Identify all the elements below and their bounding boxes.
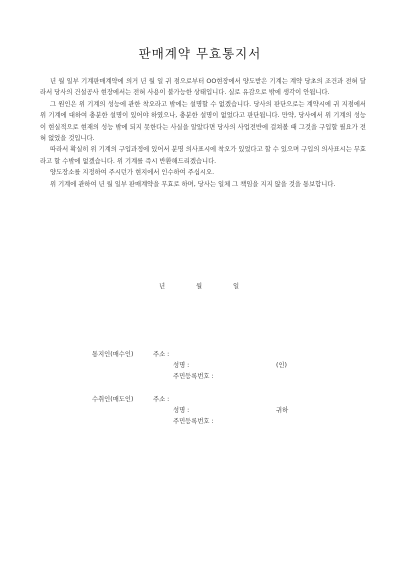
paragraph-1: 년 월 일부 기계판매계약에 의거 년 월 일 귀 점으로부터 OO현장에서 양도받은 기계는 계약 당초의 조건과 전혀 달라서 당사의 건설공사 현장에서는 전혀 사용이 불가능한 상태입니다. 실로 유감으로 밖에 생각이 안됩니다.: [40, 78, 366, 97]
date-day: 일: [233, 283, 240, 290]
paragraph-4: 양도장소를 지정하여 주시던가 현지에서 인수하여 주십시오.: [50, 169, 215, 177]
notifier-name-label: 성명 :: [173, 362, 190, 369]
recipient-name-label: 성명 :: [173, 407, 190, 414]
date-year: 년: [159, 283, 166, 290]
document-title: 판매계약 무효통지서: [138, 46, 262, 61]
document-body: [40, 76, 366, 190]
date-month: 월: [196, 283, 203, 290]
notifier-seal: (인): [276, 362, 287, 369]
paragraph-2: 그 원인은 위 기계의 성능에 관한 착오라고 밖에는 설명할 수 없겠습니다. 당사의 판단으로는 계약시에 귀 지점에서 위 기계에 대하여 충분한 설명이 있어야 하였으나, 충분한 설명이 없었다고 판단됩니다. 만약, 당사에서 위 기계의 성능이 현실적으로 현재의 성능 밖에 되지 못한다는 사실을 알았다면 당사의 사업전반에 걸쳐볼 때 그것을 구입할 필요가 전혀 없었을 것입니다.: [40, 100, 366, 143]
notifier-role: 통지인(매수인): [92, 351, 134, 358]
notifier-address-label: 주소 :: [153, 351, 170, 358]
recipient-id-label: 주민등록번호 :: [173, 418, 214, 425]
paragraph-5: 위 기계에 관하여 년 월 일부 판매계약을 무효로 하며, 당사는 일체 그 책임을 지지 않을 것을 통보합니다.: [50, 180, 336, 188]
paragraph-3: 따라서 확실히 위 기계의 구입과정에 있어서 분명 의사표시에 착오가 있었다고 할 수 있으며 구입의 의사표시는 무효라고 할 수밖에 없겠습니다. 위 기계를 즉시 반환해드리겠습니다.: [40, 146, 366, 165]
recipient-honorific: 귀하: [276, 407, 289, 414]
recipient-address-label: 주소 :: [153, 396, 170, 403]
recipient-role: 수취인(매도인): [92, 396, 134, 403]
notifier-id-label: 주민등록번호 :: [173, 373, 214, 380]
